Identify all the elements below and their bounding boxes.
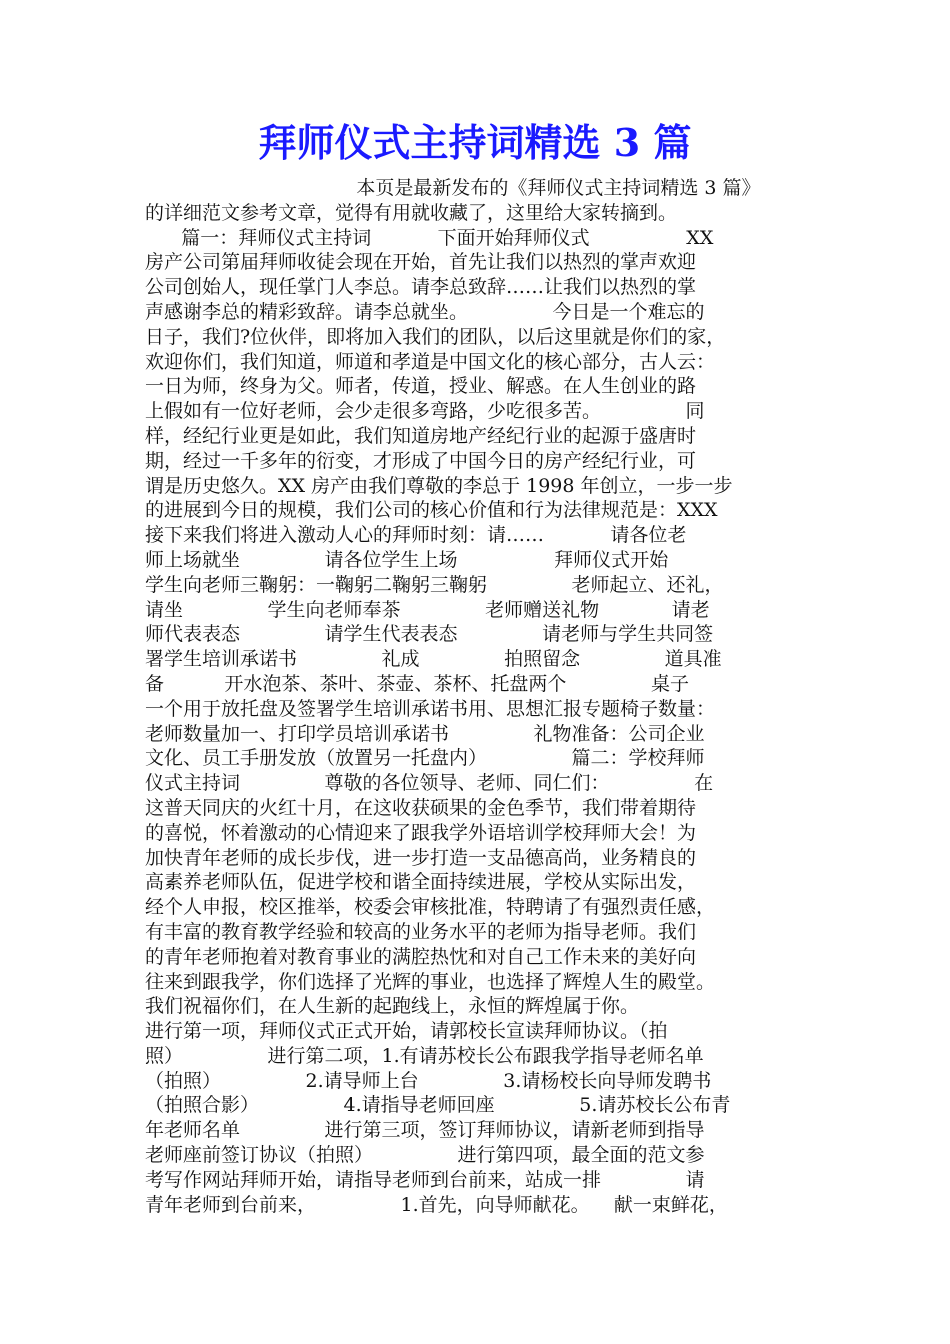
body-line: 的进展到今日的规模，我们公司的核心价值和行为法律规范是：XXX: [145, 499, 718, 522]
body-line: 期，经过一千多年的衍变，才形成了中国今日的房产经纪行业，可: [145, 449, 697, 472]
body-line: （拍照合影） 4.请指导老师回座 5.请苏校长公布青: [145, 1094, 731, 1117]
body-line: 师代表表态 请学生代表表态 请老师与学生共同签: [145, 623, 714, 646]
body-line: 仪式主持词 尊敬的各位领导、老师、同仁们： 在: [145, 772, 714, 795]
body-line: 声感谢李总的精彩致辞。请李总就坐。 今日是一个难忘的: [145, 300, 705, 323]
body-line: 经个人申报，校区推举，校委会审核批准，特聘请了有强烈责任感，: [145, 896, 716, 919]
body-line: 上假如有一位好老师，会少走很多弯路，少吃很多苦。 同: [145, 400, 705, 423]
body-line: 我们祝福你们，在人生新的起跑线上，永恒的辉煌属于你。: [145, 995, 640, 1018]
body-line: 文化、员工手册发放（放置另一托盘内） 篇二：学校拜师: [145, 747, 705, 770]
document-body: [145, 176, 817, 1217]
body-line: 请坐 学生向老师奉茶 老师赠送礼物 请老: [145, 598, 710, 621]
body-line: 房产公司第届拜师收徒会现在开始，首先让我们以热烈的掌声欢迎: [145, 251, 697, 274]
body-line: 老师座前签订协议（拍照） 进行第四项，最全面的范文参: [145, 1144, 705, 1167]
body-line: 这普天同庆的火红十月，在这收获硕果的金色季节，我们带着期待: [145, 796, 697, 819]
body-line: 谓是历史悠久。XX 房产由我们尊敬的李总于 1998 年创立，一步一步: [145, 474, 733, 497]
body-line: 一日为师，终身为父。师者，传道，授业、解惑。在人生创业的路: [145, 375, 697, 398]
body-line: 一个用于放托盘及签署学生培训承诺书用、思想汇报专题椅子数量：: [145, 697, 716, 720]
body-line: 篇一：拜师仪式主持词 下面开始拜师仪式 XX: [145, 226, 714, 249]
body-line: 进行第一项，拜师仪式正式开始，请郭校长宣读拜师协议。（拍: [145, 1020, 668, 1043]
body-line: 学生向老师三鞠躬：一鞠躬二鞠躬三鞠躬 老师起立、还礼，: [145, 573, 724, 596]
body-line: 考写作网站拜师开始，请指导老师到台前来，站成一排 请: [145, 1168, 705, 1191]
body-line: 备 开水泡茶、茶叶、茶壶、茶杯、托盘两个 桌子: [145, 672, 689, 695]
body-line: 的详细范文参考文章，觉得有用就收藏了，这里给大家转摘到。: [145, 201, 678, 224]
body-line: 有丰富的教育教学经验和较高的业务水平的老师为指导老师。我们: [145, 920, 697, 943]
body-line: 公司创始人，现任掌门人李总。请李总致辞……让我们以热烈的掌: [145, 276, 697, 299]
body-line: 年老师名单 进行第三项，签订拜师协议，请新老师到指导: [145, 1119, 705, 1142]
body-line: 照） 进行第二项，1.有请苏校长公布跟我学指导老师名单: [145, 1044, 704, 1067]
body-line: 接下来我们将进入激动人心的拜师时刻：请…… 请各位老: [145, 524, 687, 547]
body-line: 本页是最新发布的《拜师仪式主持词精选 3 篇》: [145, 177, 761, 199]
body-line: 老师数量加一、打印学员培训承诺书 礼物准备：公司企业: [145, 722, 705, 745]
body-line: 高素养老师队伍，促进学校和谐全面持续进展，学校从实际出发，: [145, 871, 697, 894]
body-line: 师上场就坐 请各位学生上场 拜师仪式开始: [145, 548, 669, 571]
body-line: （拍照） 2.请导师上台 3.请杨校长向导师发聘书: [145, 1069, 712, 1092]
body-line: 的喜悦，怀着激动的心情迎来了跟我学外语培训学校拜师大会！为: [145, 821, 697, 844]
body-line: 的青年老师抱着对教育事业的满腔热忱和对自己工作未来的美好向: [145, 945, 697, 968]
body-line: 青年老师到台前来， 1.首先，向导师献花。 献一束鲜花，: [145, 1193, 728, 1216]
body-line: 加快青年老师的成长步伐，进一步打造一支品德高尚，业务精良的: [145, 846, 697, 869]
body-line: 署学生培训承诺书 礼成 拍照留念 道具准: [145, 648, 722, 671]
body-line: 样，经纪行业更是如此，我们知道房地产经纪行业的起源于盛唐时: [145, 424, 697, 447]
body-line: 往来到跟我学，你们选择了光辉的事业，也选择了辉煌人生的殿堂。: [145, 970, 716, 993]
body-line: 日子，我们?位伙伴，即将加入我们的团队，以后这里就是你们的家，: [145, 325, 726, 348]
body-line: 欢迎你们，我们知道，师道和孝道是中国文化的核心部分，古人云：: [145, 350, 716, 373]
document-title: 拜师仪式主持词精选 3 篇: [258, 120, 692, 165]
